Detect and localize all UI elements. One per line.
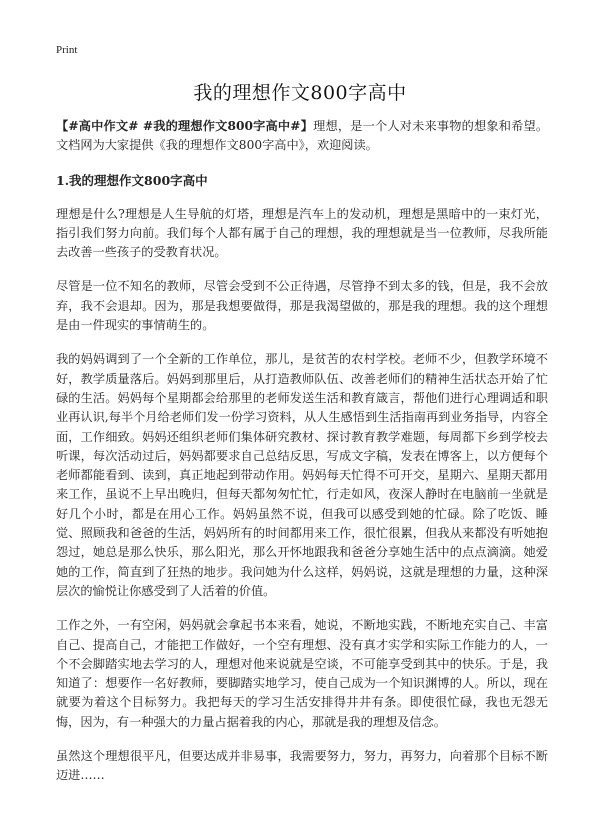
body-paragraph-5: 虽然这个理想很平凡，但要达成并非易事，我需要努力，努力，再努力，向着那个目标不断迈进…… (56, 749, 548, 783)
article-body (56, 117, 548, 801)
intro-tag: 【#高中作文# #我的理想作文800字高中#】 (56, 119, 314, 133)
page-title: 我的理想作文800字高中 (193, 82, 407, 104)
intro-text: 理想，是一个人对未来事物的想象和希望。文档网为大家提供《我的理想作文800字高中》，欢迎阅读。 (56, 119, 549, 153)
body-paragraph-2: 尽管是一位不知名的教师，尽管会受到不公正待遇，尽管挣不到太多的钱，但是，我不会放弃，我不会退却。因为，那是我想要做得，那是我渴望做的，那是我的理想。我的这个理想是由一件现实的事情萌生的。 (56, 279, 548, 333)
section-heading: 1.我的理想作文800字高中 (56, 172, 208, 188)
body-paragraph-1: 理想是什么?理想是人生导航的灯塔，理想是汽车上的发动机，理想是黑暗中的一束灯光，指引我们努力向前。我们每个人都有属于自己的理想，我的理想就是当一位教师，尽我所能去改善一些孩子的受教育状况。 (56, 206, 548, 260)
body-paragraph-4: 工作之外，一有空闲，妈妈就会拿起书本来看，她说，不断地实践，不断地充实自己、丰富自己、提高自己，才能把工作做好，一个空有理想、没有真才实学和实际工作能力的人，一个不会脚踏实地去学习的人，理想对他来说就是空谈，不可能享受到其中的快乐。于是，我知道了：想要作一名好教师，要脚踏实地学习，使自己成为一个知识渊博的人。所以，现在就要为着这个目标努力。我把每天的学习生活安排得井井有条。即使很忙碌，我也无怨无悔，因为，有一种强大的力量占据着我的内心，那就是我的理想及信念。 (56, 618, 548, 729)
intro-paragraph (56, 117, 548, 156)
body-paragraph-3: 我的妈妈调到了一个全新的工作单位，那儿，是贫苦的农村学校。老师不少，但教学环境不好，教学质量落后。妈妈到那里后，从打造教师队伍、改善老师们的精神生活状态开始了忙碌的生活。妈妈每个星期都会给那里的老师发送生活和教育箴言，帮他们进行心理调适和职业再认识,每半个月给老师们发一份学习资料，从人生感悟到生活指南再到业务指导，内容全面，工作细致。妈妈还组织老师们集体研究教材、探讨教育教学难题，每周都下乡到学校去听课，每次活动过后，妈妈都要求自己总结反思，写成文字稿，发表在博客上，以方便每个老师都能看到、读到，真正地起到带动作用。妈妈每天忙得不可开交，星期六、星期天都用来工作，虽说不上早出晚归，但每天都匆匆忙忙，行走如风，夜深人静时在电脑前一坐就是好几个小时，都是在用心工作。妈妈虽然不说，但我可以感受到她的忙碌。除了吃饭、睡觉、照顾我和爸爸的生活，妈妈所有的时间都用来工作，很忙很累，但我从来都没有听她抱怨过，她总是那么快乐，那么阳光，那么开怀地跟我和爸爸分享她生活中的点点滴滴。她爱她的工作，简直到了狂热的地步。我问她为什么这样，妈妈说，这就是理想的力量，这种深层次的愉悦让你感受到了人活着的价值。 (56, 352, 548, 598)
print-label: Print (56, 44, 78, 56)
